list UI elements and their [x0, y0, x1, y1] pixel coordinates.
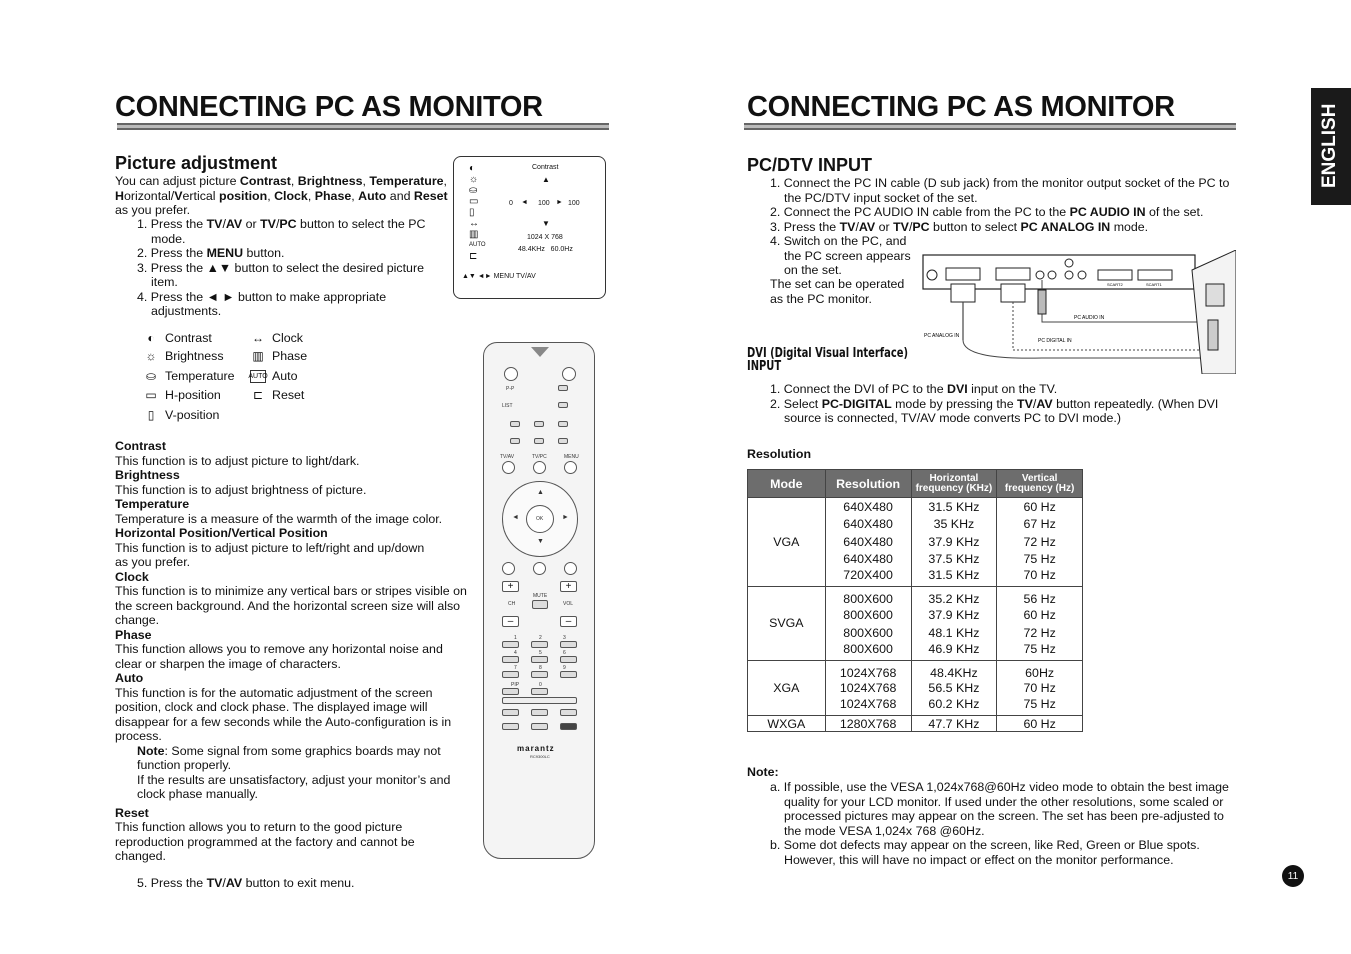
scart2-port [1098, 270, 1132, 280]
header-horizontal: Horizontal frequency (KHz) [911, 470, 997, 498]
horizontal-freq-cell: 31.5 KHz [911, 568, 997, 587]
pip-key [502, 688, 519, 695]
remote-label-ch: CH [508, 601, 516, 607]
remote-key [558, 402, 568, 408]
function-key [531, 709, 548, 716]
function-key-row [502, 697, 577, 704]
left-steps-list [137, 217, 443, 319]
auto-note-2: If the results are unsatisfactory, adjust your monitor’s and clock phase manually. [137, 772, 451, 801]
auto-note: Note: Some signal from some graphics boards may not function properly. [137, 743, 441, 772]
right-notes [770, 780, 1236, 867]
audio-jack [1065, 259, 1073, 267]
resolution-cell: 1024X768 [825, 660, 911, 680]
left-page-title: CONNECTING PC AS MONITOR [115, 91, 543, 123]
number-key [560, 641, 577, 648]
note-b: b. Some dot defects may appear on the screen, like Red, Green or Blue spots. However, this will have no impact or effect on the monitor performance. [770, 838, 1200, 867]
phase-icon: ▥ [252, 349, 264, 363]
vertical-freq-cell: 60Hz [997, 660, 1083, 680]
horizontal-freq-cell: 37.5 KHz [911, 551, 997, 569]
language-tab [1311, 88, 1351, 205]
ir-window [531, 347, 549, 357]
resolution-cell: 640X480 [825, 533, 911, 551]
vertical-freq-cell: 72 Hz [997, 624, 1083, 642]
language-tab-label: ENGLISH [1319, 103, 1340, 188]
osd-icon-column [469, 163, 486, 262]
vertical-freq-cell: 60 Hz [997, 498, 1083, 516]
remote-label-list: LIST [502, 403, 513, 409]
h-position-icon: ▭ [145, 388, 157, 402]
horizontal-freq-cell: 37.9 KHz [911, 606, 997, 624]
vertical-freq-cell: 75 Hz [997, 697, 1083, 716]
legend-phase: ▥ Phase [250, 349, 307, 363]
dvi-steps [770, 382, 1240, 426]
horizontal-freq-cell: 31.5 KHz [911, 498, 997, 516]
left-title-rule [117, 123, 609, 130]
vertical-freq-cell: 72 Hz [997, 533, 1083, 551]
resolution-cell: 640X480 [825, 515, 911, 533]
scart2-label: SCART2 [1107, 282, 1123, 287]
header-vertical: Vertical frequency (Hz) [997, 470, 1083, 498]
key-label-4: 4 [514, 650, 517, 656]
vertical-freq-cell: 60 Hz [997, 716, 1083, 732]
remote-round-button [533, 562, 546, 575]
horizontal-freq-cell: 47.7 KHz [911, 716, 997, 732]
step-3: 3. Press the ▲▼ button to select the desired picture item. [137, 260, 424, 289]
h-position-icon: ▭ [469, 196, 479, 207]
mode-cell: XGA [748, 660, 826, 716]
key-label-1: 1 [514, 635, 517, 641]
legend-brightness: ☼ Brightness [143, 349, 224, 363]
nav-up-arrow: ▲ [537, 489, 544, 496]
remote-round-button [564, 562, 577, 575]
remote-key [534, 421, 544, 427]
osd-min-value: 0 [509, 200, 513, 207]
panel-jack [927, 270, 937, 280]
operated-text: The set can be operated as the PC monitor. [770, 277, 905, 306]
clock-text: This function is to minimize any vertical bars or stripes visible on the screen background. And the horizontal screen size will also change. [115, 584, 467, 627]
key-label-7: 7 [514, 665, 517, 671]
remote-label-menu: MENU [564, 454, 579, 460]
osd-item-label: Contrast [532, 164, 559, 171]
remote-key [534, 438, 544, 444]
contrast-text: This function is to adjust picture to light/dark. [115, 453, 360, 468]
vertical-freq-cell: 70 Hz [997, 568, 1083, 587]
number-key [531, 688, 548, 695]
brightness-icon: ☼ [145, 349, 157, 363]
menu-button [564, 461, 577, 474]
reset-text: This function allows you to return to the good picture reproduction programmed at the factory and cannot be changed. [115, 820, 415, 863]
number-key [560, 671, 577, 678]
tvpc-button [533, 461, 546, 474]
analog-plug [951, 284, 975, 302]
clock-heading: Clock [115, 569, 149, 584]
mode-cell: SVGA [748, 587, 826, 660]
nav-left-arrow: ◄ [512, 514, 519, 521]
tvav-button [502, 461, 515, 474]
temperature-icon: ⛀ [469, 185, 478, 196]
pc-step-2: 2. Connect the PC AUDIO IN cable from the PC to the PC AUDIO IN of the set. [770, 205, 1204, 219]
panel-jack [1078, 271, 1086, 279]
horizontal-freq-cell: 48.4KHz [911, 660, 997, 680]
osd-footer: ▲▼ ◄► MENU TV/AV [462, 273, 536, 280]
remote-label-vol: VOL [563, 601, 574, 607]
header-mode: Mode [748, 470, 826, 498]
osd-down-arrow: ▼ [542, 219, 550, 228]
resolution-label: Resolution [747, 447, 812, 461]
function-key [531, 723, 548, 730]
table-row [748, 660, 1083, 680]
v-position-icon: ▯ [469, 207, 475, 218]
page-number: 11 [1282, 865, 1304, 887]
osd-current-value: 100 [538, 200, 550, 207]
dvi-step-1: 1. Connect the DVI of PC to the DVI input on the TV. [770, 382, 1058, 396]
legend-auto: AUTO Auto [248, 369, 298, 383]
resolution-cell: 800X600 [825, 587, 911, 607]
auto-text: This function is for the automatic adjustment of the screen position, clock and clock phase. The displayed image will disappear for a few seconds while the Auto-configuration is in process. [115, 685, 452, 743]
mode-cell: VGA [748, 498, 826, 587]
number-key [502, 656, 519, 663]
ch-up-button: + [502, 581, 519, 592]
pc-step-1: 1. Connect the PC IN cable (D sub jack) from the monitor output socket of the PC to the PC/DTV input socket of the set. [770, 176, 1230, 205]
remote-key [558, 421, 568, 427]
dvi-step-2: 2. Select PC-DIGITAL mode by pressing the TV/AV button repeatedly. (When DVI source is connected, TV/AV mode converts PC to DVI mode.) [770, 396, 1219, 425]
ch-down-button: – [502, 616, 519, 627]
resolution-table [747, 469, 1083, 732]
legend-h-position: ▭ H-position [143, 388, 221, 402]
number-key [502, 641, 519, 648]
nav-down-arrow: ▼ [537, 538, 544, 545]
scart1-port [1138, 270, 1172, 280]
auto-heading: Auto [115, 671, 144, 685]
pc-digital-label: PC DIGITAL IN [1038, 338, 1072, 344]
remote-label-ok: OK [536, 516, 544, 522]
function-key [502, 709, 519, 716]
nav-right-arrow: ► [562, 514, 569, 521]
remote-model: RC9300LC [530, 754, 550, 759]
resolution-cell: 640X480 [825, 551, 911, 569]
step-2: 2. Press the MENU button. [137, 246, 285, 260]
remote-label-tvpc: TV/PC [532, 454, 547, 460]
mute-button [532, 600, 548, 609]
table-row [748, 587, 1083, 607]
audio-plug [1038, 290, 1046, 314]
vertical-freq-cell: 75 Hz [997, 642, 1083, 661]
legend-v-position: ▯ V-position [143, 408, 219, 422]
reset-icon: ⊏ [469, 251, 478, 262]
osd-max-value: 100 [568, 200, 580, 207]
scart1-label: SCART1 [1146, 282, 1162, 287]
remote-label-mute: MUTE [533, 593, 548, 599]
legend-reset: ⊏ Reset [250, 388, 304, 402]
auto-icon: AUTO [469, 242, 486, 248]
reset-heading: Reset [115, 805, 149, 820]
phase-text: This function allows you to remove any horizontal noise and clear or sharpen the image of characters. [115, 642, 443, 671]
digital-plug [1001, 284, 1025, 302]
horizontal-freq-cell: 46.9 KHz [911, 642, 997, 661]
intro-paragraph: You can adjust picture Contrast, Brightness, Temperature, Horizontal/Vertical position, Clock, Phase, Auto and Reset as you prefer. [115, 174, 448, 217]
key-label-3: 3 [563, 635, 566, 641]
note-a: a. If possible, use the VESA 1,024x768@60Hz video mode to obtain the best image quality for your LCD monitor. If used under the other resolutions, some scaled or processed pictures may appear on the screen. The set has been pre-adjusted to the mode VESA 1,024x 768 @60Hz. [770, 780, 1229, 838]
legend-clock: ↔ Clock [252, 331, 303, 345]
step-5: 5. Press the TV/AV button to exit menu. [137, 876, 355, 890]
header-resolution: Resolution [825, 470, 911, 498]
remote-key [510, 421, 520, 427]
remote-label-pp: P-P [506, 386, 515, 392]
resolution-cell: 1024X768 [825, 697, 911, 716]
v-position-icon: ▯ [147, 408, 155, 422]
vertical-freq-cell: 56 Hz [997, 587, 1083, 607]
function-key [560, 723, 577, 730]
remote-key [558, 385, 568, 391]
right-note-label: Note: [747, 765, 779, 779]
pc-analog-label: PC ANALOG IN [924, 333, 960, 339]
vol-up-button: + [560, 581, 577, 592]
clock-icon: ↔ [252, 331, 264, 345]
right-title-rule [744, 123, 1236, 130]
step-4: 4. Press the ◄ ► button to make appropriate adjustments. [137, 289, 387, 318]
pc-dtv-input-heading: PC/DTV INPUT [747, 155, 873, 175]
osd-menu-screen [453, 156, 606, 299]
number-key [531, 656, 548, 663]
panel-jack [1036, 271, 1044, 279]
resolution-cell: 1280X768 [825, 716, 911, 732]
function-descriptions [115, 439, 467, 864]
horizontal-freq-cell: 56.5 KHz [911, 680, 997, 698]
temperature-heading: Temperature [115, 497, 190, 511]
vertical-freq-cell: 70 Hz [997, 680, 1083, 698]
remote-key [558, 438, 568, 444]
remote-label-tvav: TV/AV [500, 454, 515, 460]
resolution-cell: 640X480 [825, 498, 911, 516]
standby-button [562, 367, 576, 381]
resolution-cell: 1024X768 [825, 680, 911, 698]
step-1: 1. Press the TV/AV or TV/PC button to select the PC mode. [137, 217, 426, 246]
pc-step-4: 4. Switch on the PC, and the PC screen appears on the set. [770, 234, 911, 277]
key-label-5: 5 [539, 650, 542, 656]
resolution-cell: 720X400 [825, 568, 911, 587]
table-row [748, 716, 1083, 732]
audio-jack [1065, 271, 1073, 279]
horizontal-freq-cell: 60.2 KHz [911, 697, 997, 716]
phase-icon: ▥ [469, 229, 479, 240]
key-label-6: 6 [563, 650, 566, 656]
resolution-cell: 800X600 [825, 624, 911, 642]
mode-cell: WXGA [748, 716, 826, 732]
osd-frequency: 48.4KHz 60.0Hz [518, 246, 573, 253]
brightness-text: This function is to adjust brightness of picture. [115, 482, 367, 497]
remote-label-pip: PIP [511, 682, 520, 688]
legend-temperature: ⛀ Temperature [143, 369, 235, 383]
osd-up-arrow: ▲ [542, 175, 550, 184]
position-text: This function is to adjust picture to left/right and up/down as you prefer. [115, 540, 425, 569]
right-page-title: CONNECTING PC AS MONITOR [747, 91, 1175, 123]
resolution-cell: 800X600 [825, 642, 911, 661]
temperature-icon: ⛀ [145, 369, 157, 383]
key-label-8: 8 [539, 665, 542, 671]
osd-left-arrow: ◄ [521, 199, 528, 206]
horizontal-freq-cell: 35.2 KHz [911, 587, 997, 607]
remote-brand-logo: marantz [517, 744, 555, 753]
function-key [560, 709, 577, 716]
panel-jack [1048, 271, 1056, 279]
vertical-freq-cell: 75 Hz [997, 551, 1083, 569]
key-label-2: 2 [539, 635, 542, 641]
osd-resolution: 1024 X 768 [527, 234, 563, 241]
contrast-heading: Contrast [115, 439, 166, 453]
number-key [502, 671, 519, 678]
dvi-heading: DVI (Digital Visual Interface) INPUT [747, 346, 909, 374]
brightness-icon: ☼ [469, 174, 479, 185]
remote-control-illustration [483, 342, 595, 859]
pc-step-3: 3. Press the TV/AV or TV/PC button to select PC ANALOG IN mode. [770, 219, 1149, 234]
pc-digital-port [996, 268, 1030, 280]
key-label-0: 0 [539, 682, 542, 688]
contrast-icon: ◐ [469, 163, 476, 174]
resolution-table-body [748, 498, 1083, 732]
number-key [531, 671, 548, 678]
vol-down-button: – [560, 616, 577, 627]
pc-audio-label: PC AUDIO IN [1074, 315, 1105, 321]
position-heading: Horizontal Position/Vertical Position [115, 526, 328, 540]
reset-icon: ⊏ [252, 388, 264, 402]
clock-icon: ↔ [469, 218, 479, 229]
horizontal-freq-cell: 37.9 KHz [911, 533, 997, 551]
vertical-freq-cell: 67 Hz [997, 515, 1083, 533]
osd-right-arrow: ► [556, 199, 563, 206]
legend-contrast: ◐ Contrast [143, 331, 212, 345]
brightness-heading: Brightness [115, 468, 180, 482]
horizontal-freq-cell: 35 KHz [911, 515, 997, 533]
table-row [748, 498, 1083, 516]
pc-analog-port [946, 268, 980, 280]
function-key [502, 723, 519, 730]
pc-tower [1192, 250, 1236, 374]
auto-icon: AUTO [250, 370, 266, 383]
remote-key [510, 438, 520, 444]
horizontal-freq-cell: 48.1 KHz [911, 624, 997, 642]
power-button [504, 367, 518, 381]
number-key [560, 656, 577, 663]
contrast-icon: ◐ [147, 331, 155, 345]
number-key [531, 641, 548, 648]
remote-round-button [502, 562, 515, 575]
resolution-cell: 800X600 [825, 606, 911, 624]
vertical-freq-cell: 60 Hz [997, 606, 1083, 624]
temperature-text: Temperature is a measure of the warmth of the image color. [115, 511, 443, 526]
phase-heading: Phase [115, 627, 152, 642]
pc-connection-diagram [922, 250, 1236, 374]
key-label-9: 9 [563, 665, 566, 671]
picture-adjustment-heading: Picture adjustment [115, 153, 278, 173]
